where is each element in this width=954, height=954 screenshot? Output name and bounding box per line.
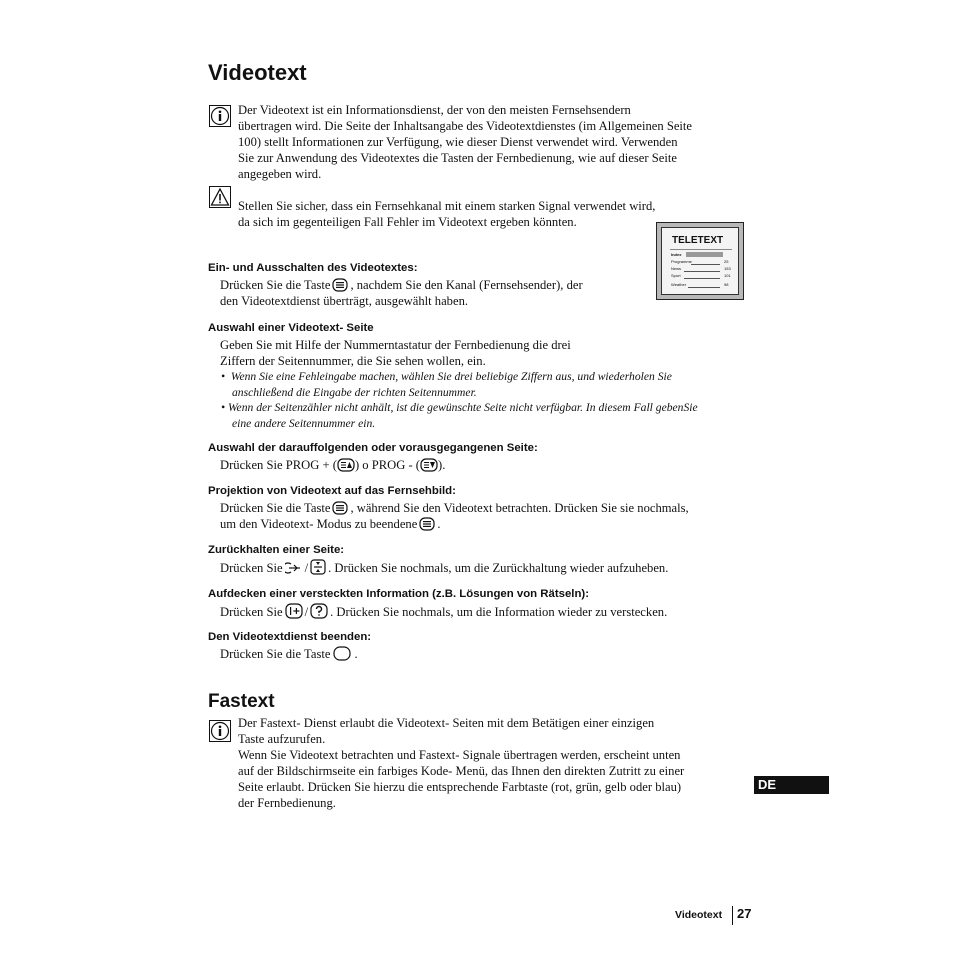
section-title-fastext: Fastext — [208, 691, 275, 712]
teletext-button-icon — [332, 501, 348, 515]
reveal-icon — [310, 603, 328, 619]
teletext-header: TELETEXT — [672, 235, 724, 246]
page-number: 27 — [737, 906, 752, 921]
warning-line: da sich im gegenteiligen Fall Fehler im Videotext ergeben könnten. — [238, 215, 577, 229]
heading-hold: Zurückhalten einer Seite: — [208, 544, 345, 556]
intro-line: angegeben wird. — [238, 167, 322, 181]
heading-reveal: Aufdecken einer versteckten Information (z.B. Lösungen von Rätseln): — [208, 588, 590, 600]
heading-onoff: Ein- und Ausschalten des Videotextes: — [208, 262, 418, 274]
text-nextprev: Drücken Sie PROG + ( ) o PROG - ( ). — [220, 458, 446, 472]
footer-divider — [732, 906, 733, 925]
teletext-button-icon — [332, 278, 348, 292]
heading-end: Den Videotextdienst beenden: — [208, 631, 372, 643]
intro-line: übertragen wird. Die Seite der Inhaltsangabe des Videotextdienstes (im Allgemeinen Seite — [238, 119, 693, 133]
warning-text — [238, 198, 655, 230]
fastext-line: der Fernbedienung. — [238, 796, 336, 810]
tv-button-icon — [332, 646, 352, 661]
teletext-row-page: 101 — [724, 273, 731, 278]
fastext-line: Der Fastext- Dienst erlaubt die Videotext- Seiten mit dem Betätigen einer einzigen — [238, 716, 655, 730]
intro-line: Sie zur Anwendung des Videotextes die Tasten der Fernbedienung, wie auf dieser Seite — [238, 151, 677, 165]
heading-projection: Projektion von Videotext auf das Fernsehbild: — [208, 485, 456, 497]
note-item: • Wenn der Seitenzähler nicht anhält, ist die gewünschte Seite nicht verfügbar. In diesem Fall gebenSie — [221, 401, 698, 414]
teletext-row-label: Weather — [671, 282, 687, 287]
intro-line: 100) stellt Informationen zur Verfügung, wie dieser Dienst verwendet wird. Verwenden — [238, 135, 678, 149]
note-list: • Wenn Sie eine Fehleingabe machen, wählen Sie drei beliebige Ziffern aus, und wiederholen Sie anschließend die Eingabe der richten Seitennummer. • Wenn der Seitenzähler nicht anhält, ist die gewünschte Seite nicht verfügbar. In diesem Fall gebenSie eine andere Seitennummer ein. — [221, 370, 698, 430]
text-projection: Drücken Sie die Taste , während Sie den Videotext betrachten. Drücken Sie sie nochmals, um den Videotext- Modus zu beendene . — [220, 501, 689, 531]
teletext-row-page: 153 — [724, 266, 731, 271]
info-icon — [209, 105, 231, 127]
fastext-line: Wenn Sie Videotext betrachten und Fastext- Signale übertragen werden, erscheint unten — [238, 748, 681, 762]
footer-section-name: Videotext — [675, 909, 723, 921]
fastext-line: Taste aufzurufen. — [238, 732, 326, 746]
heading-nextprev: Auswahl der darauffolgenden oder vorausgegangenen Seite: — [208, 442, 538, 454]
text-reveal: Drücken Sie / . Drücken Sie nochmals, um die Information wieder zu verstecken. — [220, 605, 668, 619]
hold-icon — [285, 561, 303, 575]
teletext-index-bar — [686, 252, 723, 257]
text-onoff: Drücken Sie die Taste , nachdem Sie den Kanal (Fernsehsender), der den Videotextdienst überträgt, ausgewählt haben. — [220, 278, 583, 308]
teletext-row-page: 98 — [724, 282, 729, 287]
fastext-line: Seite erlaubt. Drücken Sie hierzu die entsprechende Farbtaste (rot, grün, gelb oder blau) — [238, 780, 682, 794]
hold-icon — [310, 559, 326, 575]
prog-up-icon — [337, 458, 355, 472]
teletext-button-icon — [419, 517, 435, 531]
teletext-divider — [670, 249, 732, 250]
page-title: Videotext — [208, 60, 307, 85]
heading-select: Auswahl einer Videotext- Seite — [208, 322, 374, 334]
teletext-row-label: News — [671, 266, 682, 271]
language-badge: DE — [754, 776, 829, 794]
intro-line: Der Videotext ist ein Informationsdienst, der von den meisten Fernsehsendern — [238, 103, 631, 117]
teletext-index-label: Index — [671, 252, 682, 257]
warning-icon — [209, 186, 231, 208]
prog-down-icon — [420, 458, 438, 472]
text-hold: Drücken Sie / . Drücken Sie nochmals, um die Zurückhaltung wieder aufzuheben. — [220, 561, 669, 575]
teletext-screen — [661, 227, 739, 295]
text-end: Drücken Sie die Taste . — [220, 647, 358, 661]
warning-line: Stellen Sie sicher, dass ein Fernsehkanal mit einem starken Signal verwendet wird, — [238, 199, 656, 213]
teletext-row-label: Sport — [671, 273, 681, 278]
fastext-line: auf der Bildschirmseite ein farbiges Kode- Menü, das Ihnen den direkten Zutritt zu einer — [238, 764, 685, 778]
info-icon — [209, 720, 231, 742]
reveal-icon — [285, 603, 303, 619]
teletext-row-label: Programme — [671, 259, 692, 264]
fastext-text — [238, 715, 684, 811]
note-item: • Wenn Sie eine Fehleingabe machen, wählen Sie drei beliebige Ziffern aus, und wiederholen Sie — [221, 370, 672, 383]
teletext-screen-illustration — [656, 222, 744, 300]
intro-text — [238, 102, 692, 182]
teletext-row-page: 25 — [724, 259, 729, 264]
text-select: Geben Sie mit Hilfe der Nummerntastatur der Fernbedienung die drei Ziffern der Seitennummer, die Sie sehen wollen, ein. — [220, 338, 571, 368]
